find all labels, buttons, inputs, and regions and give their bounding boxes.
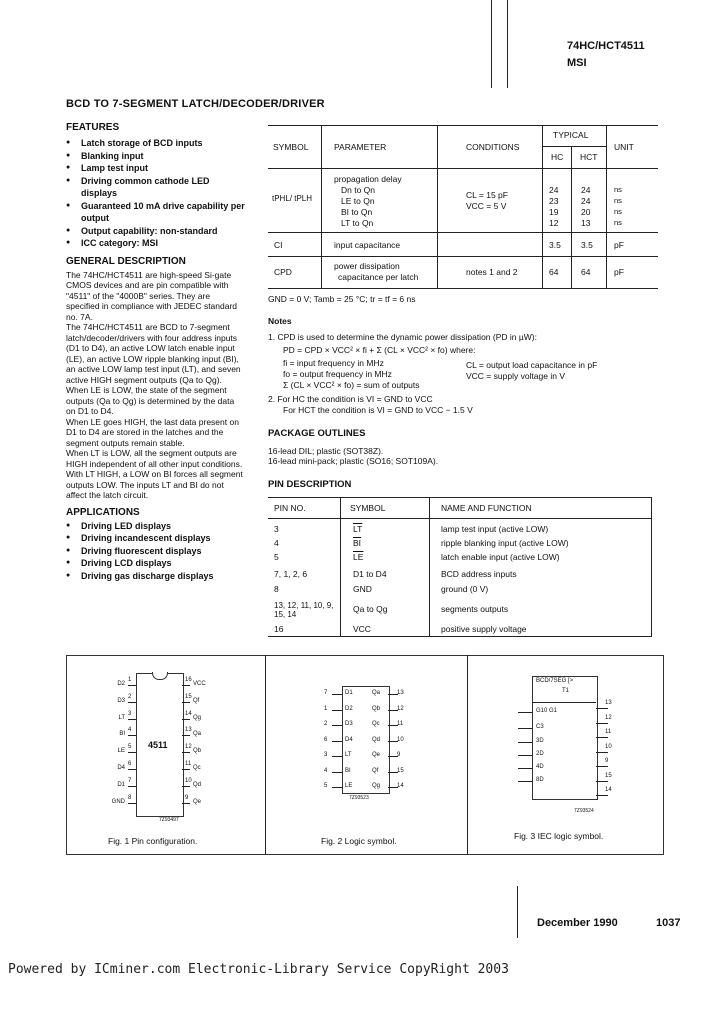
- spec-row3-parameter: power dissipation: [334, 261, 400, 271]
- spec-row1-parameter-title: propagation delay: [334, 174, 402, 184]
- spec-header-hc: HC: [551, 152, 564, 162]
- pin-num-right: 9: [185, 794, 189, 801]
- pin-name-right: Qe: [372, 752, 381, 758]
- pin-name-right: Qe: [193, 798, 202, 805]
- pin-lead: [128, 769, 136, 770]
- fig1-caption: Fig. 1 Pin configuration.: [108, 836, 198, 846]
- spec-header-unit: UNIT: [614, 142, 634, 152]
- pin-name-left: D3: [117, 697, 125, 704]
- spec-row2-hc: 3.5: [549, 240, 561, 250]
- spec-row1-unit: ns: [614, 207, 622, 216]
- pin-lead: [332, 710, 342, 711]
- left-column: [66, 122, 260, 582]
- spec-row3-conditions: notes 1 and 2: [466, 267, 518, 277]
- package-line: 16-lead mini-pack; plastic (SO16; SOT109A).: [268, 456, 439, 466]
- pin-num-right: 12: [397, 705, 404, 712]
- pin-lead: [518, 768, 532, 769]
- pin-name-left: D3: [345, 721, 353, 727]
- iec-t1-label: T1: [562, 688, 570, 694]
- spec-row1-hc: 24: [549, 185, 559, 195]
- pin-heading: PIN DESCRIPTION: [268, 479, 352, 490]
- header-divider-left: [491, 0, 492, 88]
- pin-name-right: Qc: [193, 765, 201, 771]
- general-paragraph: The 74HC/HCT4511 are high-speed Si-gate CMOS devices and are pin compatible with "4511" of the "4000B" series. They are specified in compliance with JEDEC standard no. 7A.: [66, 269, 238, 322]
- pin-lead: [596, 723, 608, 724]
- note-line: For HCT the condition is VI = GND to VCC − 1.5 V: [283, 405, 473, 415]
- pin-row-no: 3: [274, 524, 279, 534]
- pin-name-left: D2: [345, 705, 353, 712]
- pin-name-right: Qb: [193, 748, 202, 755]
- iec-left-label: 8D: [536, 777, 544, 783]
- pin-lead: [518, 728, 532, 729]
- pin-lead: [128, 685, 136, 686]
- pin-lead: [332, 756, 342, 757]
- spec-header-parameter: PARAMETER: [334, 142, 387, 152]
- pin-lead: [596, 781, 608, 782]
- general-paragraph: When LE is LOW, the state of the segment outputs (Qa to Qg) is determined by the data on D1 to D4.: [66, 385, 235, 416]
- pin-num-right: 15: [397, 767, 404, 774]
- pin-num-right: 15: [605, 772, 612, 779]
- pin-num-left: 6: [128, 761, 132, 767]
- notes-heading: Notes: [268, 316, 292, 326]
- pin-lead: [182, 702, 190, 703]
- spec-row3-hct: 64: [581, 267, 591, 277]
- pin-header-no: PIN NO.: [274, 503, 306, 513]
- date: December 1990: [537, 917, 618, 929]
- pin-num-left: 2: [324, 721, 328, 727]
- iec-top-label: BCD/7SEG [>: [536, 678, 574, 684]
- pin-lead: [596, 708, 608, 709]
- pin-lead: [182, 769, 190, 770]
- iec-left-label: 3D: [536, 738, 544, 744]
- application-item: ● Driving incandescent displays: [66, 532, 260, 545]
- pin-row-no: 5: [274, 552, 279, 562]
- pin-lead: [128, 719, 136, 720]
- note-right: VCC = supply voltage in V: [466, 371, 565, 381]
- feature-item: ● Lamp test input: [66, 162, 260, 175]
- page-title: BCD TO 7-SEGMENT LATCH/DECODER/DRIVER: [66, 98, 325, 110]
- spec-row2-symbol: CI: [274, 240, 283, 250]
- spec-row1-symbol: tPHL/ tPLH: [272, 194, 313, 203]
- feature-item: ● Driving common cathode LED displays: [66, 175, 231, 200]
- pin-lead: [128, 735, 136, 736]
- general-heading: GENERAL DESCRIPTION: [66, 255, 186, 267]
- pin-lead: [596, 766, 608, 767]
- feature-item: ● Output capability: non-standard: [66, 225, 260, 238]
- spec-header-typical: TYPICAL: [553, 130, 589, 140]
- spec-row3-unit: pF: [614, 267, 624, 277]
- pin-row-symbol: VCC: [353, 624, 371, 634]
- spec-row1-unit: ns: [614, 185, 622, 194]
- spec-row1-hct: 20: [581, 207, 591, 217]
- pin-lead: [182, 735, 190, 736]
- pin-num-right: 15: [185, 693, 192, 700]
- pin-num-right: 12: [605, 714, 612, 721]
- application-item: ● Driving LED displays: [66, 520, 260, 533]
- note-line: PD = CPD × VCC² × fi + Σ (CL × VCC² × fo) where:: [283, 345, 476, 355]
- pin-name-right: Qc: [372, 721, 380, 727]
- pin-num-right: 10: [397, 736, 404, 743]
- pin-name-right: Qa: [193, 731, 202, 738]
- spec-header-symbol: SYMBOL: [273, 142, 309, 152]
- note-line: 2. For HC the condition is VI = GND to VCC: [268, 394, 433, 404]
- pin-lead: [332, 741, 342, 742]
- pin-name-left: LE: [345, 783, 353, 789]
- pin-row-symbol: Qa to Qg: [353, 604, 388, 614]
- pin-row-name: lamp test input (active LOW): [441, 524, 549, 534]
- pin-lead: [128, 702, 136, 703]
- spec-row2-unit: pF: [614, 240, 624, 250]
- note-line: 1. CPD is used to determine the dynamic power dissipation (PD in µW):: [268, 332, 537, 342]
- fig2-code: 7Z93523: [349, 795, 369, 801]
- pin-num-left: 3: [128, 710, 132, 717]
- spec-row1-hct: 13: [581, 218, 591, 228]
- spec-row3-parameter: capacitance per latch: [338, 272, 419, 282]
- pin-num-left: 8: [128, 794, 132, 801]
- pin-num-right: 14: [185, 710, 192, 717]
- applications-heading: APPLICATIONS: [66, 506, 140, 518]
- iec-left-label: 4D: [536, 764, 544, 770]
- pin-num-left: 5: [128, 744, 132, 751]
- gnd-conditions: GND = 0 V; Tamb = 25 °C; tr = tf = 6 ns: [268, 294, 416, 304]
- pin-row-name: segments outputs: [441, 604, 509, 614]
- pin-row-symbol: $\overline{BI}$: [353, 538, 362, 548]
- pin-num-right: 13: [185, 727, 192, 734]
- pin-num-right: 13: [605, 700, 612, 706]
- spec-row1-hc: 12: [549, 218, 559, 228]
- note-line: fo = output frequency in MHz: [283, 369, 392, 379]
- spec-row1-hc: 19: [549, 207, 559, 217]
- spec-row1-param: LE to Qn: [341, 196, 375, 206]
- pin-name-right: Qg: [193, 714, 202, 721]
- spec-header-hct: HCT: [580, 152, 598, 162]
- pin-num-right: 10: [605, 743, 612, 750]
- package-line: 16-lead DIL; plastic (SOT38Z).: [268, 446, 384, 456]
- pin-row-name: BCD address inputs: [441, 569, 517, 579]
- fig1-code: 7Z93497: [159, 817, 179, 823]
- general-paragraph: The 74HC/HCT4511 are BCD to 7-segment latch/decoder/drivers with four address inputs (D1 to D4), an active LOW latch enable input (LE), an active LOW ripple blanking input (BI), an active LOW lamp test input (LT), and seven active HIGH segment outputs (Qa to Qg).: [66, 322, 241, 385]
- features-heading: FEATURES: [66, 122, 120, 133]
- pin-lead: [128, 752, 136, 753]
- footer-divider: [517, 886, 518, 938]
- pin-lead: [596, 795, 608, 796]
- pin-name-left: GND: [111, 798, 125, 805]
- pin-name-left: LT: [118, 714, 125, 721]
- spec-row1-param: LT to Qn: [341, 218, 374, 228]
- pin-row-no: 16: [274, 624, 284, 634]
- pin-num-right: 10: [185, 777, 192, 784]
- pin-name-right: Qf: [193, 697, 200, 704]
- spec-row1-unit: ns: [614, 218, 622, 227]
- pin-name-left: D4: [117, 765, 125, 771]
- pin-name-left: D1: [117, 781, 125, 788]
- pin-name-right: Qb: [372, 705, 381, 712]
- pin-lead: [596, 737, 608, 738]
- pin-num-right: 11: [605, 729, 612, 735]
- pin-row-no: 7, 1, 2, 6: [274, 569, 308, 579]
- pin-name-right: Qa: [372, 690, 381, 696]
- figure-divider: [467, 655, 468, 854]
- iec-left-label: G10 G1: [536, 708, 558, 714]
- note-line: fi = input frequency in MHz: [283, 358, 384, 368]
- features-list: [66, 137, 260, 250]
- pin-name-left: LE: [117, 748, 125, 755]
- package-heading: PACKAGE OUTLINES: [268, 428, 366, 439]
- header-divider-right: [507, 0, 508, 88]
- spec-row2-parameter: input capacitance: [334, 240, 401, 250]
- pin-lead: [332, 694, 342, 695]
- pin-row-name: ripple blanking input (active LOW): [441, 538, 569, 548]
- feature-item: ● ICC category: MSI: [66, 237, 260, 250]
- pin-num-left: 3: [324, 752, 328, 758]
- iec-separator: [532, 702, 596, 703]
- fig2-caption: Fig. 2 Logic symbol.: [321, 836, 397, 846]
- iec-left-label: C3: [536, 724, 544, 730]
- application-item: ● Driving gas discharge displays: [66, 570, 260, 583]
- pin-name-right: Qf: [372, 767, 379, 774]
- pin-lead: [332, 787, 342, 788]
- pin-row-name: latch enable input (active LOW): [441, 552, 560, 562]
- pin-name-left: BI: [119, 731, 125, 738]
- pin-name-left: BI: [345, 767, 351, 774]
- pin-lead: [518, 742, 532, 743]
- pin-num-left: 7: [324, 690, 328, 696]
- pin-lead: [182, 786, 190, 787]
- spec-row1-param: BI to Qn: [341, 207, 373, 217]
- pin-name-right: Qg: [372, 783, 381, 789]
- spec-row2-hct: 3.5: [581, 240, 593, 250]
- pin-row-symbol: $\overline{LE}$: [353, 552, 364, 562]
- pin-num-right: 9: [605, 758, 609, 764]
- pin-num-right: 13: [397, 690, 404, 696]
- general-paragraph: When LE goes HIGH, the last data present on D1 to D4 are stored in the latches and the segment outputs remain stable.: [66, 416, 239, 448]
- pin-name-left: D4: [345, 736, 353, 743]
- pin-row-no: 8: [274, 584, 279, 594]
- pin-name-left: D1: [345, 690, 353, 696]
- spec-row1-hct: 24: [581, 185, 591, 195]
- pin-header-symbol: SYMBOL: [350, 503, 386, 513]
- pin-num-left: 6: [324, 736, 328, 743]
- pin-name-right: Qd: [193, 781, 202, 788]
- pin-num-right: 9: [397, 752, 401, 758]
- spec-row1-param: Dn to Qn: [341, 185, 376, 195]
- pin-num-left: 5: [324, 783, 328, 789]
- pin-num-right: 14: [605, 787, 612, 793]
- spec-row1-hc: 23: [549, 196, 559, 206]
- pin-name-right: VCC: [193, 681, 206, 687]
- note-line: Σ (CL × VCC² × fo) = sum of outputs: [283, 380, 420, 390]
- part-class: MSI: [567, 57, 587, 69]
- spec-row1-cond1: CL = 15 pF: [466, 190, 508, 200]
- pin-name-left: LT: [345, 752, 352, 758]
- pin-lead: [182, 685, 190, 686]
- figure-divider: [265, 655, 266, 854]
- spec-row3-symbol: CPD: [274, 267, 292, 277]
- pin-row-name: positive supply voltage: [441, 624, 527, 634]
- applications-list: [66, 520, 260, 583]
- spec-row1-hct: 24: [581, 196, 591, 206]
- pin-lead: [518, 755, 532, 756]
- fig3-caption: Fig. 3 IEC logic symbol.: [514, 831, 604, 841]
- pin-row-name: ground (0 V): [441, 584, 489, 594]
- pin-num-left: 1: [324, 705, 328, 712]
- powered-by-banner: Powered by ICminer.com Electronic-Library Service CopyRight 2003: [8, 962, 509, 977]
- pin-lead: [596, 752, 608, 753]
- pin-lead: [182, 719, 190, 720]
- feature-item: ● Guaranteed 10 mA drive capability per output: [66, 200, 249, 225]
- pin-lead: [332, 725, 342, 726]
- pin-header-name: NAME AND FUNCTION: [441, 503, 532, 513]
- pin-lead: [128, 786, 136, 787]
- pin-row-symbol: D1 to D4: [353, 569, 387, 579]
- iec-left-label: 2D: [536, 751, 544, 757]
- note-right: CL = output load capacitance in pF: [466, 360, 598, 370]
- application-item: ● Driving fluorescent displays: [66, 545, 260, 558]
- pin-num-right: 14: [397, 783, 404, 789]
- application-item: ● Driving LCD displays: [66, 557, 260, 570]
- pin-num-right: 11: [185, 761, 192, 767]
- pin-num-right: 11: [397, 721, 404, 727]
- feature-item: ● Blanking input: [66, 150, 260, 163]
- pin-num-right: 12: [185, 744, 192, 751]
- pin-lead: [332, 772, 342, 773]
- pin-row-no: 4: [274, 538, 279, 548]
- pin-row-no: 13, 12, 11, 10, 9, 15, 14: [274, 601, 334, 619]
- pin-name-left: D2: [117, 681, 125, 687]
- pin-name-right: Qd: [372, 736, 381, 743]
- pin-num-right: 16: [185, 677, 192, 683]
- pin-num-left: 4: [128, 727, 132, 734]
- chip-label: 4511: [148, 740, 168, 750]
- pin-lead: [182, 803, 190, 804]
- pin-lead: [182, 752, 190, 753]
- pin-lead: [128, 803, 136, 804]
- pin-num-left: 2: [128, 693, 132, 700]
- spec-row1-cond2: VCC = 5 V: [466, 201, 507, 211]
- spec-row3-hc: 64: [549, 267, 559, 277]
- pin-lead: [518, 781, 532, 782]
- spec-row1-unit: ns: [614, 196, 622, 205]
- pin-row-symbol: GND: [353, 584, 372, 594]
- pin-row-symbol: $\overline{LT}$: [353, 524, 363, 534]
- pin-lead: [518, 712, 532, 713]
- pin-num-left: 7: [128, 777, 132, 784]
- page-number: 1037: [656, 917, 681, 929]
- pin-num-left: 1: [128, 677, 132, 683]
- fig3-code: 7Z93524: [574, 808, 594, 814]
- part-number: 74HC/HCT4511: [567, 40, 645, 52]
- general-paragraph: When LT is LOW, all the segment outputs are HIGH independent of all other input conditions. With LT HIGH, a LOW on BI forces all segment outputs LOW. The inputs LT and BI do not affect the latch circuit.: [66, 448, 243, 500]
- feature-item: ● Latch storage of BCD inputs: [66, 137, 260, 150]
- pin-num-left: 4: [324, 767, 328, 774]
- spec-header-conditions: CONDITIONS: [466, 142, 520, 152]
